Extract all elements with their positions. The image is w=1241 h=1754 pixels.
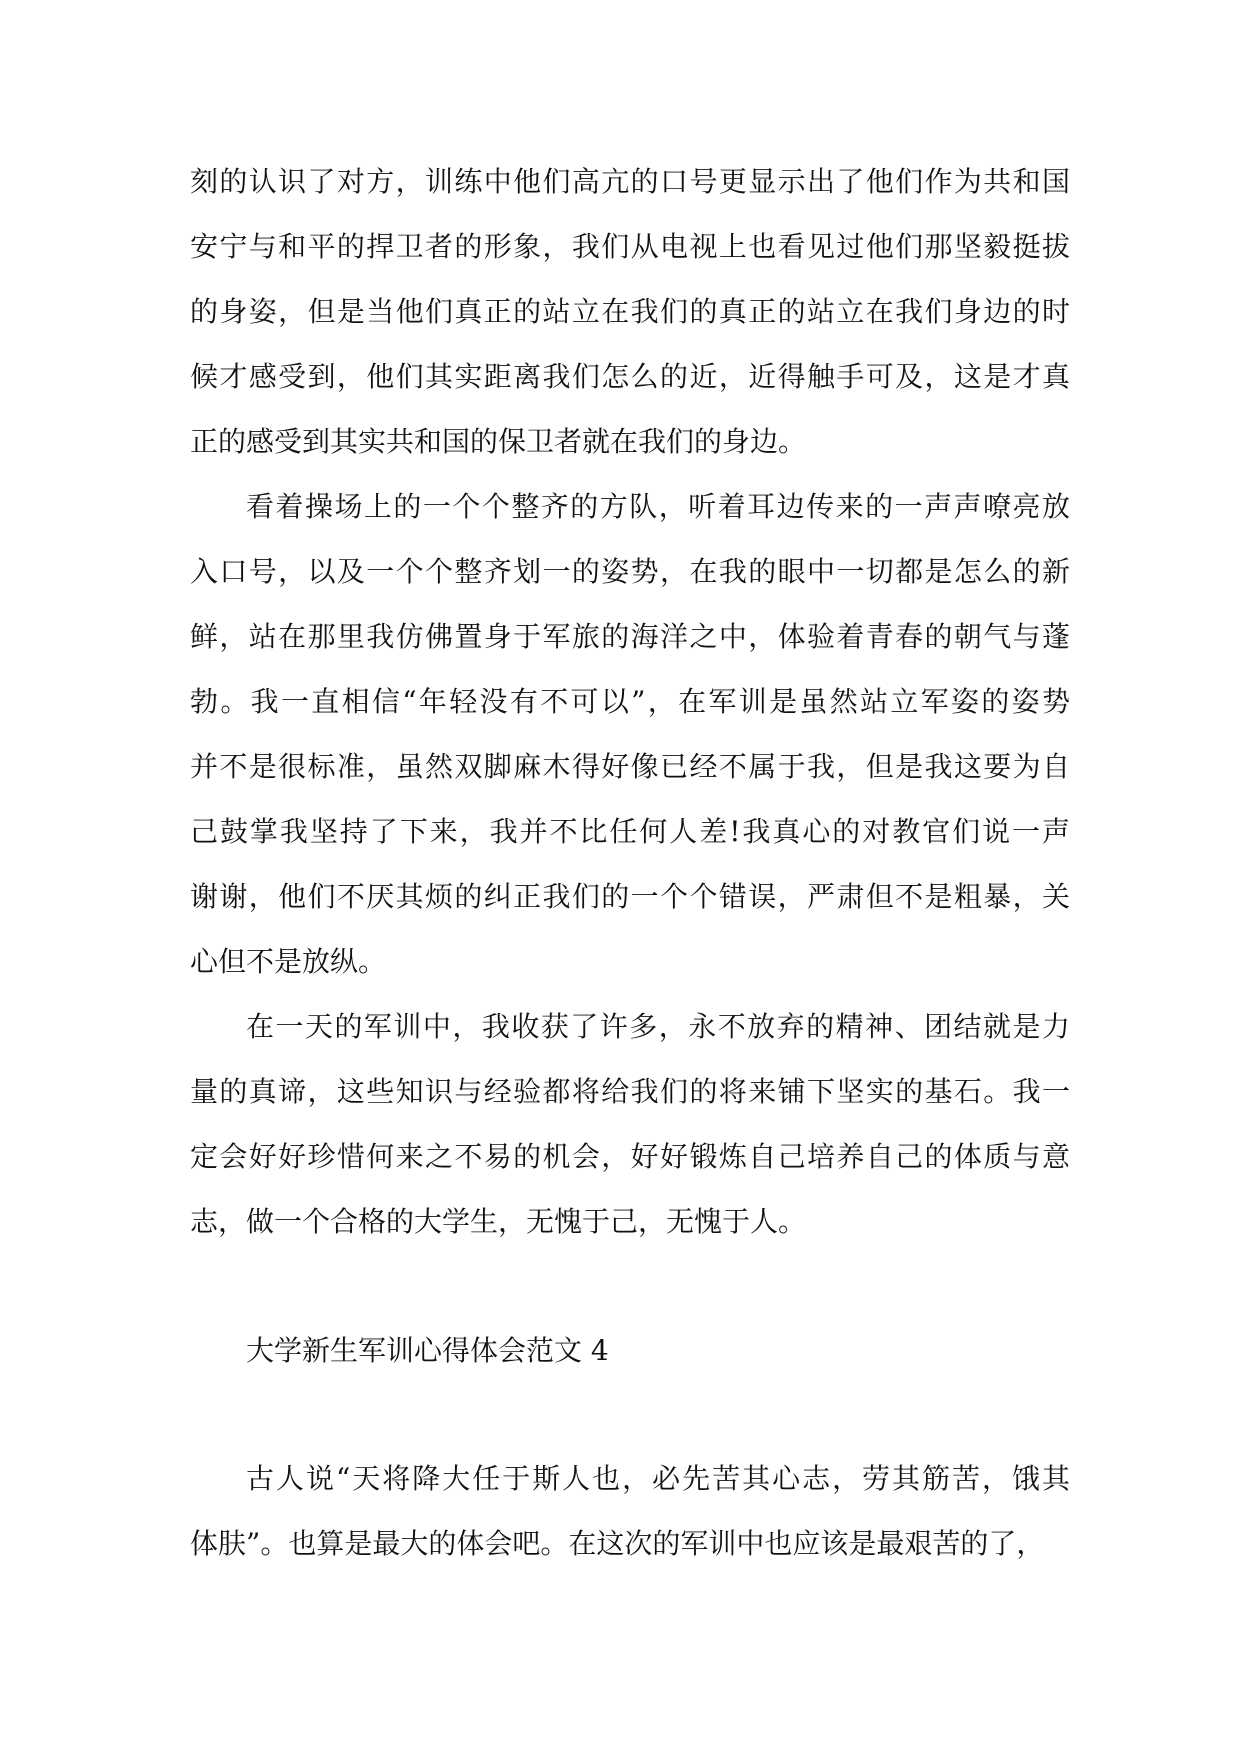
paragraph-1-line-1: 刻的认识了对方，训练中他们高亢的口号更显示出了他们作为共和国 xyxy=(190,165,1070,198)
paragraph-2-line-5: 并不是很标准，虽然双脚麻木得好像已经不属于我，但是我这要为自 xyxy=(190,750,1070,783)
paragraph-2-line-6: 己鼓掌我坚持了下来，我并不比任何人差!我真心的对教官们说一声 xyxy=(190,815,1070,848)
paragraph-2-line-7: 谢谢，他们不厌其烦的纠正我们的一个个错误，严肃但不是粗暴，关 xyxy=(190,880,1070,913)
paragraph-3-line-3: 定会好好珍惜何来之不易的机会，好好锻炼自己培养自己的体质与意 xyxy=(190,1140,1070,1173)
paragraph-3-line-1: 在一天的军训中，我收获了许多，永不放弃的精神、团结就是力 xyxy=(246,1010,1070,1043)
paragraph-1-line-4: 候才感受到，他们其实距离我们怎么的近，近得触手可及，这是才真 xyxy=(190,360,1070,393)
paragraph-1-line-5: 正的感受到其实共和国的保卫者就在我们的身边。 xyxy=(190,425,807,458)
section-heading: 大学新生军训心得体会范文 4 xyxy=(246,1334,609,1367)
paragraph-2-line-8: 心但不是放纵。 xyxy=(190,945,387,978)
paragraph-3-line-2: 量的真谛，这些知识与经验都将给我们的将来铺下坚实的基石。我一 xyxy=(190,1075,1070,1108)
paragraph-2-line-4: 勃。我一直相信“年轻没有不可以”，在军训是虽然站立军姿的姿势 xyxy=(190,685,1070,718)
paragraph-1-line-2: 安宁与和平的捍卫者的形象，我们从电视上也看见过他们那坚毅挺拔 xyxy=(190,230,1070,263)
paragraph-2-line-2: 入口号，以及一个个整齐划一的姿势，在我的眼中一切都是怎么的新 xyxy=(190,555,1070,588)
paragraph-3-line-4: 志，做一个合格的大学生，无愧于己，无愧于人。 xyxy=(190,1205,807,1238)
paragraph-4-line-2: 体肤”。也算是最大的体会吧。在这次的军训中也应该是最艰苦的了， xyxy=(190,1527,1045,1560)
paragraph-4-line-1: 古人说“天将降大任于斯人也，必先苦其心志，劳其筋苦，饿其 xyxy=(246,1462,1070,1495)
paragraph-2-line-1: 看着操场上的一个个整齐的方队，听着耳边传来的一声声嘹亮放 xyxy=(246,490,1070,523)
paragraph-2-line-3: 鲜，站在那里我仿佛置身于军旅的海洋之中，体验着青春的朝气与蓬 xyxy=(190,620,1070,653)
paragraph-1-line-3: 的身姿，但是当他们真正的站立在我们的真正的站立在我们身边的时 xyxy=(190,295,1070,328)
